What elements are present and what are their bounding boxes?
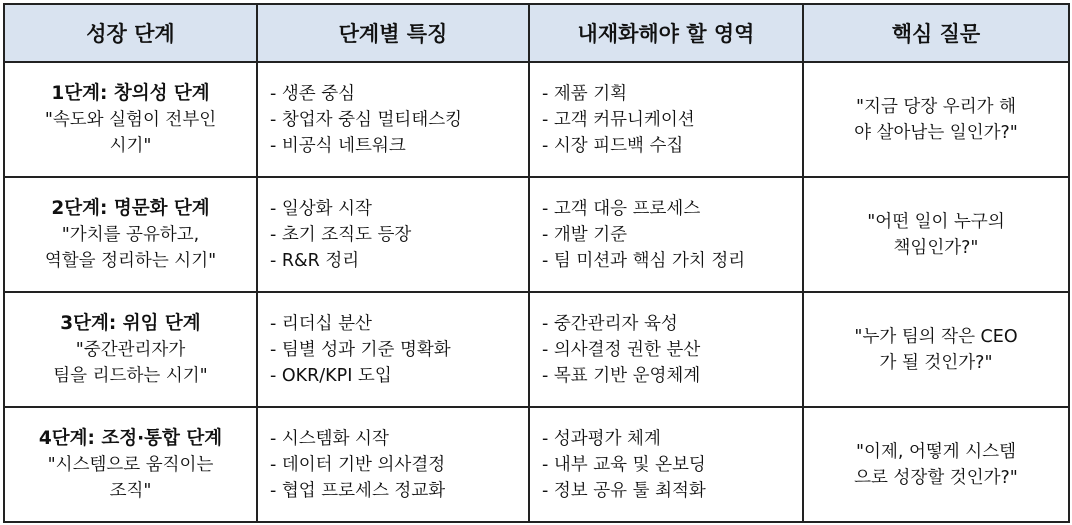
stage-cell	[4, 62, 257, 177]
feature-item: - 일상화 시작	[270, 198, 372, 219]
header-stage: 성장 단계	[4, 4, 257, 62]
table-row	[4, 62, 1069, 177]
stage-title: 2단계: 명문화 단계	[51, 197, 210, 219]
table-row	[4, 292, 1069, 407]
header-areas: 내재화해야 할 영역	[529, 4, 803, 62]
area-item: - 제품 기획	[542, 83, 628, 104]
area-item: - 고객 대응 프로세스	[542, 198, 701, 219]
area-item: - 고객 커뮤니케이션	[542, 109, 695, 130]
growth-stage-table	[3, 3, 1070, 523]
feature-item: - 초기 조직도 등장	[270, 224, 412, 245]
stage-description: "속도와 실험이 전부인 시기"	[44, 109, 217, 156]
stage-cell	[4, 177, 257, 292]
areas-cell	[529, 292, 803, 407]
feature-item: - 비공식 네트워크	[270, 135, 406, 156]
stage-title: 1단계: 창의성 단계	[51, 82, 210, 104]
stage-cell	[4, 292, 257, 407]
feature-item: - 시스템화 시작	[270, 428, 389, 449]
area-item: - 내부 교육 및 온보딩	[542, 454, 706, 475]
stage-description: "가치를 공유하고, 역할을 정리하는 시기"	[44, 224, 217, 271]
stage-title: 3단계: 위임 단계	[60, 312, 201, 334]
table-row	[4, 407, 1069, 522]
features-cell	[257, 292, 529, 407]
area-item: - 시장 피드백 수집	[542, 135, 684, 156]
area-item: - 목표 기반 운영체계	[542, 365, 701, 386]
areas-cell	[529, 407, 803, 522]
area-item: - 팀 미션과 핵심 가치 정리	[542, 250, 746, 271]
features-cell	[257, 407, 529, 522]
stage-title: 4단계: 조정·통합 단계	[38, 427, 223, 449]
feature-item: - 생존 중심	[270, 83, 356, 104]
features-cell	[257, 177, 529, 292]
feature-item: - 데이터 기반 의사결정	[270, 454, 446, 475]
features-cell	[257, 62, 529, 177]
header-question: 핵심 질문	[803, 4, 1069, 62]
growth-stage-table-container	[3, 3, 1068, 520]
question-cell: "지금 당장 우리가 해 야 살아남는 일인가?"	[803, 62, 1069, 177]
area-item: - 의사결정 권한 분산	[542, 339, 701, 360]
stage-description: "시스템으로 움직이는 조직"	[47, 454, 214, 501]
question-cell: "이제, 어떻게 시스템 으로 성장할 것인가?"	[803, 407, 1069, 522]
feature-item: - OKR/KPI 도입	[270, 365, 392, 386]
header-features: 단계별 특징	[257, 4, 529, 62]
feature-item: - 팀별 성과 기준 명확화	[270, 339, 451, 360]
question-cell: "어떤 일이 누구의 책임인가?"	[803, 177, 1069, 292]
area-item: - 중간관리자 육성	[542, 313, 678, 334]
feature-item: - 협업 프로세스 정교화	[270, 480, 446, 501]
feature-item: - 리더십 분산	[270, 313, 372, 334]
table-row	[4, 177, 1069, 292]
area-item: - 성과평가 체계	[542, 428, 661, 449]
stage-cell	[4, 407, 257, 522]
areas-cell	[529, 177, 803, 292]
header-row	[4, 4, 1069, 62]
question-cell: "누가 팀의 작은 CEO 가 될 것인가?"	[803, 292, 1069, 407]
area-item: - 개발 기준	[542, 224, 628, 245]
feature-item: - 창업자 중심 멀티태스킹	[270, 109, 463, 130]
area-item: - 정보 공유 툴 최적화	[542, 480, 706, 501]
feature-item: - R&R 정리	[270, 250, 360, 271]
areas-cell	[529, 62, 803, 177]
stage-description: "중간관리자가 팀을 리드하는 시기"	[53, 339, 208, 386]
